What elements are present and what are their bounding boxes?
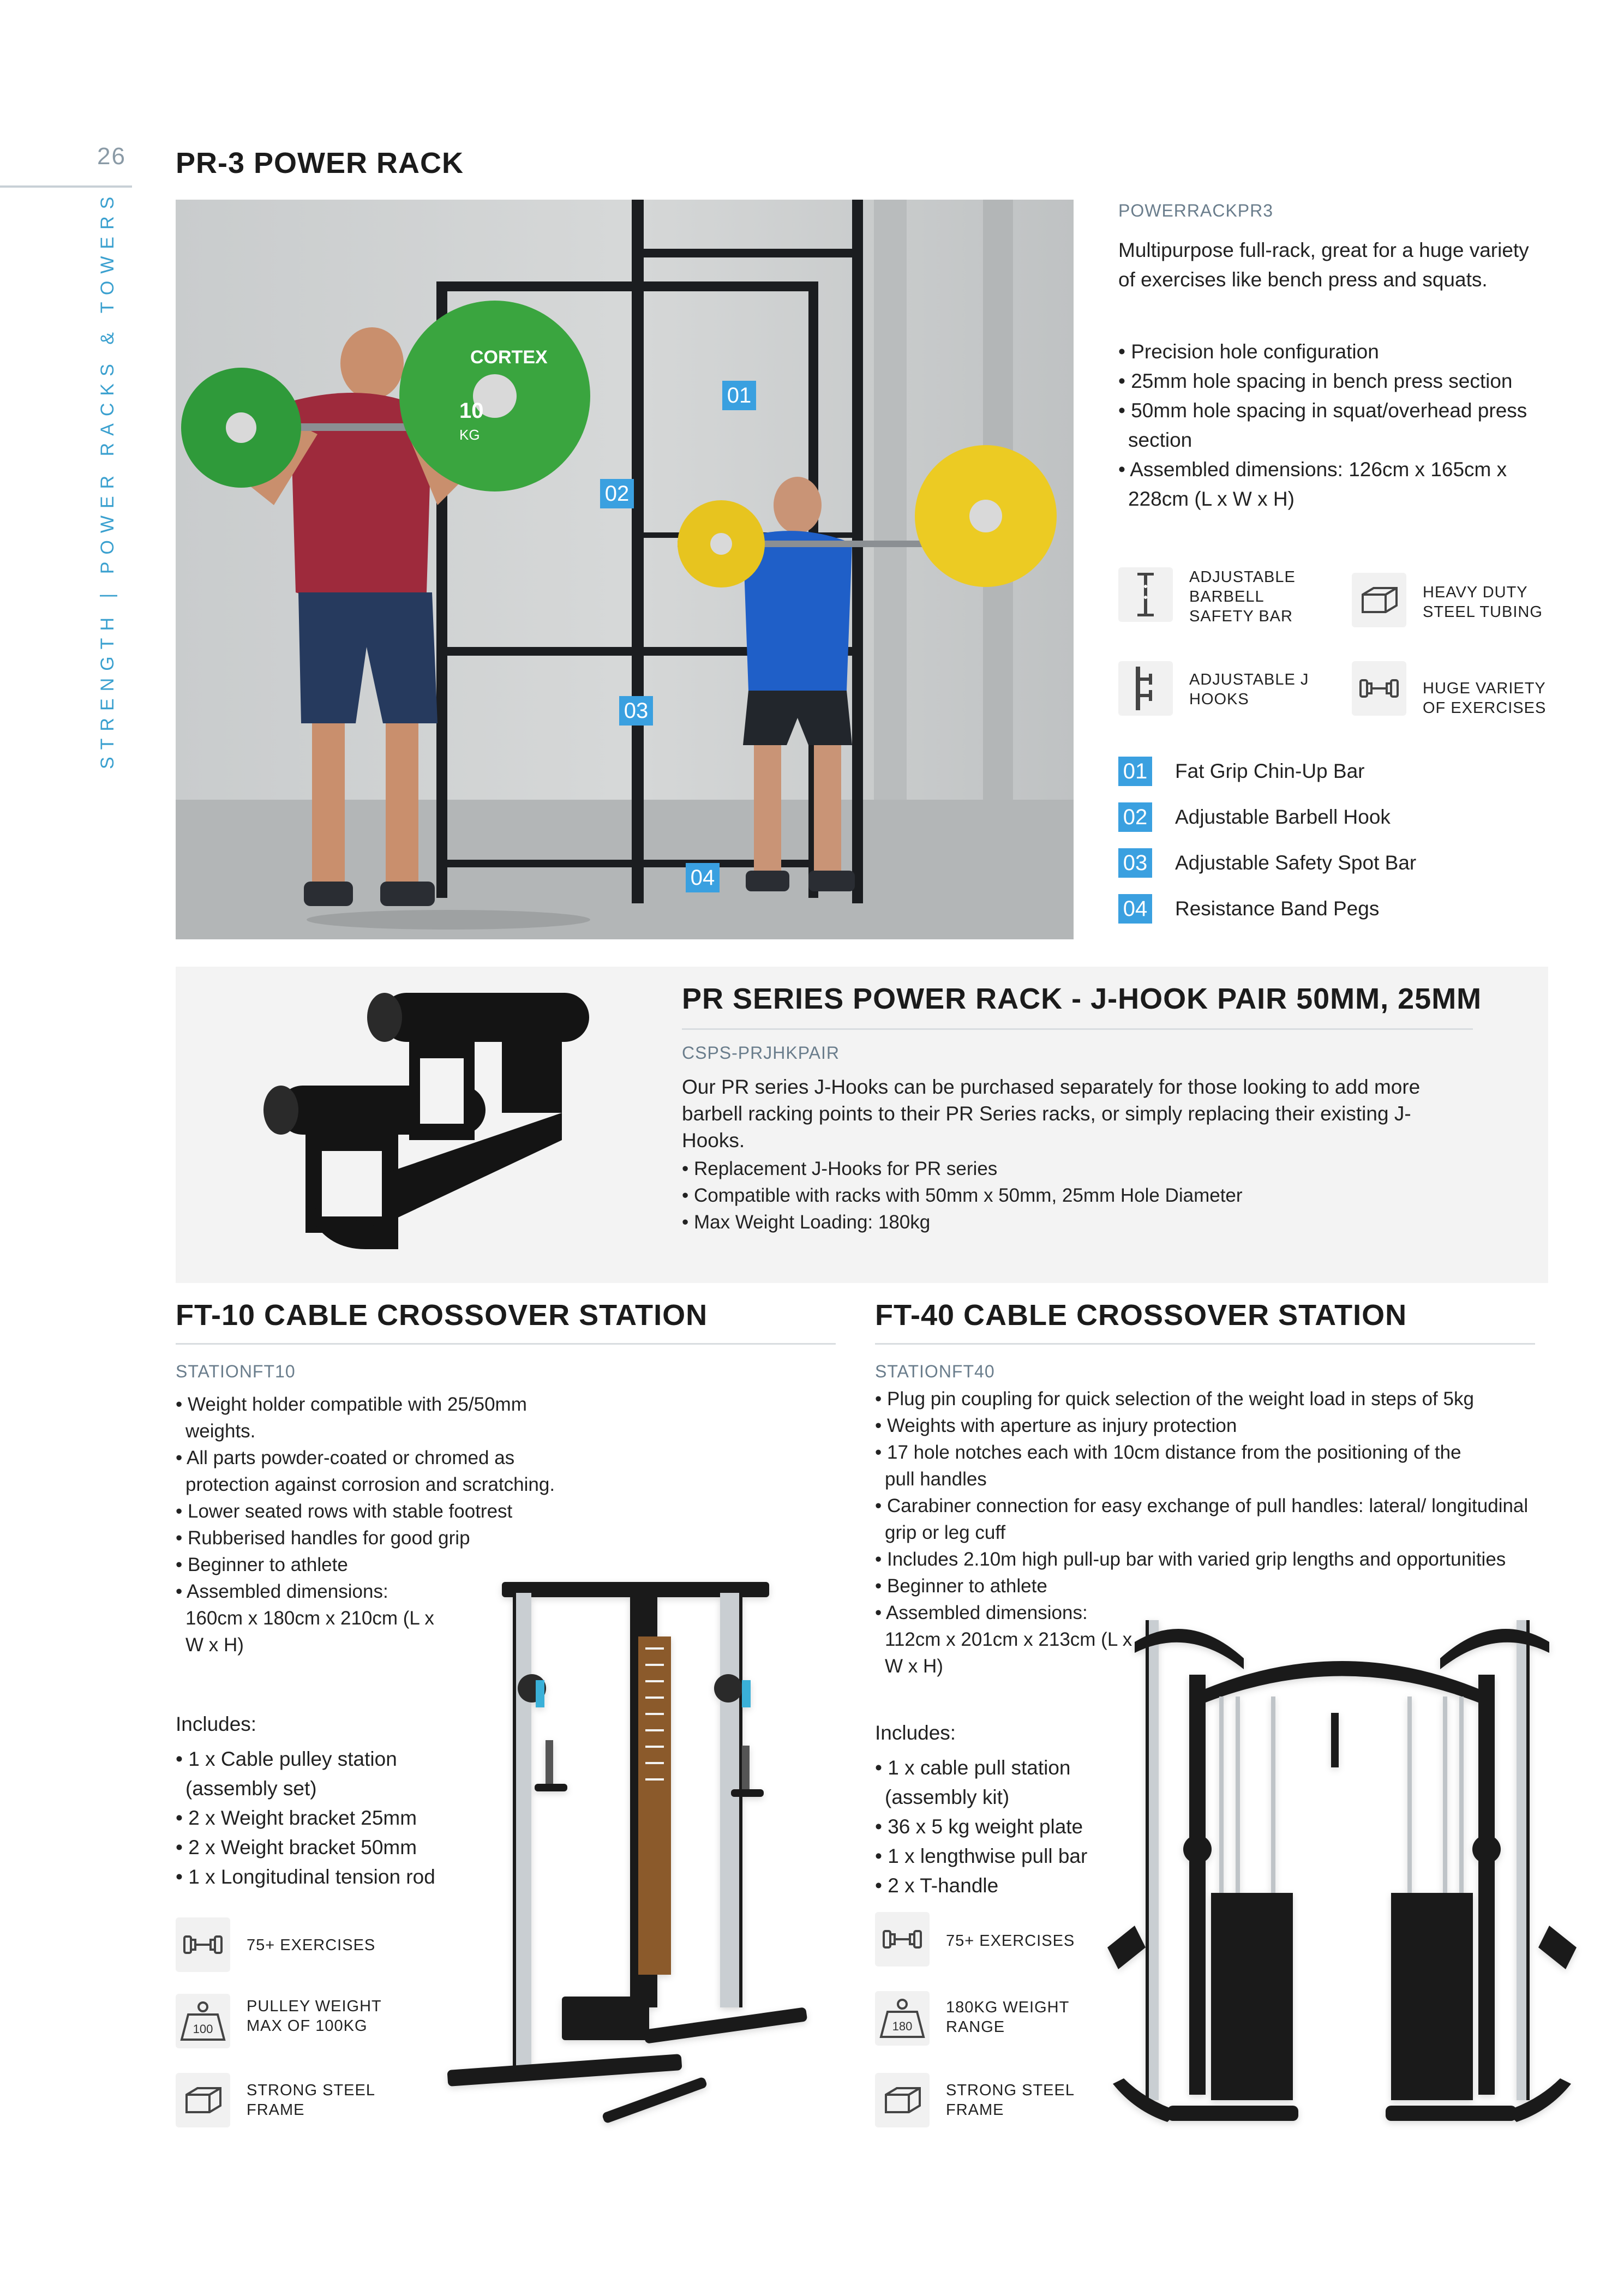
ft40-bullet: • Plug pin coupling for quick selection of the weight load in steps of 5kg	[875, 1388, 1474, 1410]
ft40-bullet: • Beginner to athlete	[875, 1575, 1047, 1597]
pr3-product-photo	[176, 200, 1074, 939]
ft40-includes-list	[875, 1753, 1110, 1901]
legend-label: Fat Grip Chin-Up Bar	[1175, 760, 1365, 782]
feature-label: HEAVY DUTY STEEL TUBING	[1423, 584, 1543, 621]
pr3-bullet: • 50mm hole spacing in squat/overhead press section	[1118, 399, 1527, 451]
ft10-product-image	[436, 1571, 829, 2130]
ft40-include-item: • 36 x 5 kg weight plate	[875, 1815, 1083, 1838]
weight-icon	[176, 1994, 230, 2048]
ft10-bullet: • All parts powder-coated or chromed as protection against corrosion and scratching.	[176, 1447, 555, 1495]
pr3-sku: POWERRACKPR3	[1118, 201, 1274, 220]
pr3-bullet: • 25mm hole spacing in bench press section	[1118, 370, 1513, 392]
ft10-title-rule	[176, 1343, 836, 1345]
pr3-bullet-list	[1118, 337, 1555, 514]
pr3-description: Multipurpose full-rack, great for a huge variety of exercises like bench press and squats.	[1118, 239, 1529, 291]
ft40-includes-heading: Includes:	[875, 1722, 956, 1744]
ft40-bullet: • Includes 2.10m high pull-up bar with varied grip lengths and opportunities	[875, 1549, 1506, 1570]
feature-label: HUGE VARIETY OF EXERCISES	[1423, 680, 1547, 717]
j-hooks-icon	[1118, 661, 1173, 716]
weight-icon-value: 100	[193, 2022, 213, 2036]
pr3-bullet: • Precision hole configuration	[1118, 340, 1379, 363]
photo-callout-02: 02	[600, 479, 634, 508]
ft10-bullet: • Rubberised handles for good grip	[176, 1527, 470, 1549]
power-rack-scene	[176, 200, 1074, 939]
feature-label: ADJUSTABLE J HOOKS	[1189, 671, 1309, 708]
feature-label: 180KG WEIGHT RANGE	[946, 1999, 1069, 2036]
steel-tubing-icon	[1352, 573, 1406, 627]
jhook-bullet: • Replacement J-Hooks for PR series	[682, 1158, 998, 1179]
legend-number: 02	[1118, 802, 1152, 832]
feature-label: ADJUSTABLE BARBELL SAFETY BAR	[1189, 568, 1296, 625]
ft10-bullet: • Assembled dimensions: 160cm x 180cm x 210cm (L x W x H)	[176, 1581, 434, 1656]
ft10-include-item: • 2 x Weight bracket 50mm	[176, 1836, 417, 1859]
ft10-include-item: • 1 x Longitudinal tension rod	[176, 1866, 435, 1888]
feature-label: 75+ EXERCISES	[247, 1937, 376, 1954]
ft40-include-item: • 1 x lengthwise pull bar	[875, 1845, 1088, 1867]
pr3-bullet: • Assembled dimensions: 126cm x 165cm x 228cm (L x W x H)	[1118, 458, 1507, 510]
ft40-title-rule	[875, 1343, 1535, 1345]
plate-unit-text: KG	[459, 427, 480, 443]
ft10-bullet: • Beginner to athlete	[176, 1554, 348, 1575]
feature-label: STRONG STEEL FRAME	[946, 2082, 1074, 2119]
legend-number: 01	[1118, 757, 1152, 786]
jhook-description: Our PR series J-Hooks can be purchased separately for those looking to add more barbell racking points to their PR Series racks, or simply replacing their existing J-Hooks.	[682, 1076, 1421, 1152]
jhook-bullet-list	[682, 1155, 1457, 1236]
ft10-include-item: • 1 x Cable pulley station (assembly set)	[176, 1748, 397, 1800]
jhook-product-image	[256, 976, 611, 1274]
page-number: 26	[97, 143, 126, 170]
ft40-product-image	[1102, 1609, 1582, 2136]
legend-number: 04	[1118, 894, 1152, 924]
ft40-include-item: • 1 x cable pull station (assembly kit)	[875, 1757, 1071, 1808]
ft40-title: FT-40 CABLE CROSSOVER STATION	[875, 1299, 1407, 1332]
section-side-label: STRENGTH | POWER RACKS & TOWERS	[97, 189, 118, 769]
jhook-title-rule	[682, 1028, 1473, 1030]
legend-label: Resistance Band Pegs	[1175, 897, 1380, 920]
dumbbell-icon	[176, 1917, 230, 1972]
jhook-bullet: • Max Weight Loading: 180kg	[682, 1212, 931, 1233]
photo-callout-04: 04	[686, 863, 720, 892]
jhook-title: PR SERIES POWER RACK - J-HOOK PAIR 50MM, 25MM	[682, 982, 1482, 1015]
jhook-sku: CSPS-PRJHKPAIR	[682, 1043, 840, 1063]
photo-callout-03: 03	[619, 696, 653, 726]
ft40-bullet: • Assembled dimensions: 112cm x 201cm x 213cm (L x W x H)	[875, 1602, 1132, 1677]
weight-icon-value: 180	[892, 2019, 913, 2033]
legend-item	[1118, 840, 1416, 886]
plate-weight-text: 10	[459, 399, 484, 423]
steel-frame-icon	[875, 2073, 930, 2127]
feature-label: PULLEY WEIGHT MAX OF 100KG	[247, 1998, 382, 2035]
steel-frame-icon	[176, 2073, 230, 2127]
ft40-include-item: • 2 x T-handle	[875, 1874, 999, 1897]
legend-item	[1118, 886, 1416, 932]
weight-icon	[875, 1991, 930, 2046]
ft40-bullet: • Weights with aperture as injury protection	[875, 1415, 1237, 1436]
legend-item	[1118, 748, 1416, 794]
dumbbell-icon	[1352, 661, 1406, 716]
photo-callout-01: 01	[722, 381, 756, 410]
ft40-sku: STATIONFT40	[875, 1362, 995, 1381]
ft10-bullet: • Weight holder compatible with 25/50mm weights.	[176, 1394, 527, 1442]
legend-number: 03	[1118, 848, 1152, 878]
ft10-sku: STATIONFT10	[176, 1362, 296, 1381]
pr3-title: PR-3 POWER RACK	[176, 147, 464, 179]
ft10-includes-heading: Includes:	[176, 1713, 257, 1735]
feature-label: STRONG STEEL FRAME	[247, 2082, 375, 2119]
ft40-bullet: • 17 hole notches each with 10cm distance from the positioning of the pull handles	[875, 1442, 1461, 1490]
legend-label: Adjustable Barbell Hook	[1175, 806, 1391, 828]
legend-item	[1118, 794, 1416, 840]
dumbbell-icon	[875, 1912, 930, 1967]
legend-label: Adjustable Safety Spot Bar	[1175, 852, 1417, 874]
ft10-includes-list	[176, 1745, 470, 1892]
ft10-title: FT-10 CABLE CROSSOVER STATION	[176, 1299, 708, 1332]
plate-brand-text: CORTEX	[470, 347, 548, 368]
safety-bar-icon	[1118, 567, 1173, 622]
ft40-bullet: • Carabiner connection for easy exchange of pull handles: lateral/ longitudinal grip or leg cuff	[875, 1495, 1529, 1543]
page-number-rule	[0, 185, 132, 188]
jhook-bullet: • Compatible with racks with 50mm x 50mm, 25mm Hole Diameter	[682, 1185, 1243, 1206]
pr3-callout-legend	[1118, 748, 1416, 932]
ft10-include-item: • 2 x Weight bracket 25mm	[176, 1807, 417, 1829]
feature-label: 75+ EXERCISES	[946, 1932, 1075, 1950]
ft10-bullet: • Lower seated rows with stable footrest	[176, 1501, 513, 1522]
